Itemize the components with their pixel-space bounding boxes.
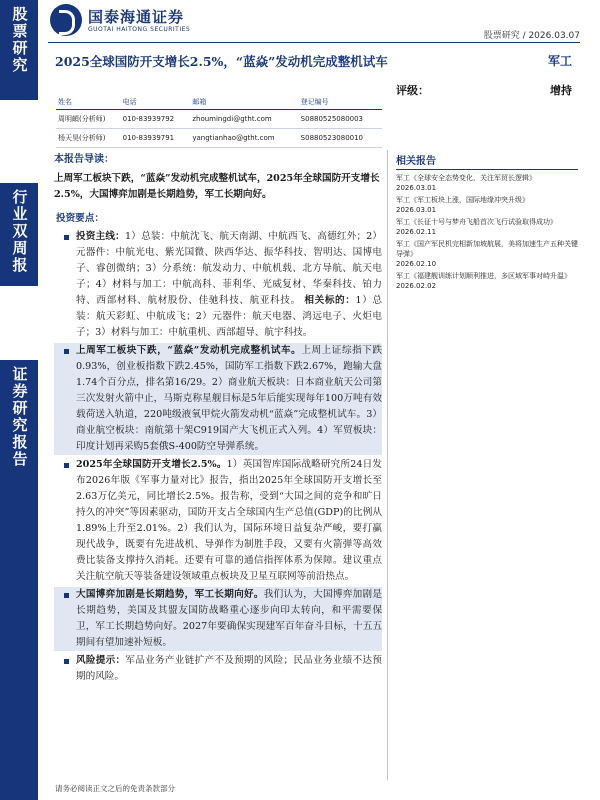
col-name: 姓名 (56, 95, 121, 110)
col-email: 邮箱 (190, 95, 298, 110)
related-report-title[interactable]: 军工《全球安全态势变化，关注军贸长逻辑》 (396, 174, 536, 182)
bullet-weekly-market (54, 343, 382, 455)
sidebar-label-stock-research (0, 0, 38, 100)
lead-label: 本报告导读： (54, 154, 114, 165)
bullet-global-defense (54, 457, 382, 585)
related-report-item[interactable] (396, 217, 578, 237)
bullet-bold: 上周军工板块下跌，“蓝焱”发动机完成整机试车。 (76, 345, 302, 356)
analyst-phone: 010-83939792 (121, 110, 191, 129)
table-row (56, 110, 382, 129)
bullet-bold-related: 相关标的： (304, 295, 356, 306)
related-report-title[interactable]: 军工《长征十号与梦舟飞船首次飞行试验取得成功》 (396, 218, 557, 226)
table-row (56, 129, 382, 148)
analyst-name: 周明頔(分析师) (56, 110, 121, 129)
related-reports-heading: 相关报告 (396, 152, 578, 170)
rating-label: 评级： (396, 84, 429, 97)
report-type-date: 股票研究 / 2026.03.07 (483, 31, 580, 41)
bullet-risk-warning (54, 653, 382, 685)
analyst-phone: 010-83939791 (121, 129, 191, 148)
main-content (54, 152, 382, 687)
sidebar-text-3: 证券研究报告 (10, 366, 29, 468)
column-divider (387, 150, 388, 780)
brand-logo (50, 4, 190, 36)
rating-value: 增持 (550, 84, 572, 97)
brand-name-en: GUOTAI HAITONG SECURITIES (88, 25, 191, 33)
analyst-table (56, 95, 382, 148)
report-title: 2025全球国防开支增长2.5%，“蓝焱”发动机完成整机试车 (55, 54, 388, 69)
bullet-long-term-trend (54, 587, 382, 651)
bullet-bold: 投资主线： (76, 231, 125, 242)
related-report-date: 2026.03.01 (396, 206, 437, 214)
related-report-item[interactable] (396, 195, 578, 215)
bullet-text: 我们认为，大国博弈加剧是长期趋势，美国及其盟友国防战略重心逐步向印太转向，和平需要保卫，军工长期趋势向好。2027年要确保实现建军百年奋斗目标，十五五期间有望加速补短板。 (76, 589, 383, 648)
header-divider (48, 42, 580, 43)
sidebar-label-securities-report (0, 360, 38, 800)
bullet-text: 上周上证综指下跌0.93%，创业板指数下跌2.45%，国防军工指数下跌2.67%，跑输大盘1.74个百分点，排名第16/29。2）商业航天板块：日本商业航天公司第三次发射火箭中止，马斯克称星舰目标是5年后能实现每年100万吨有效载荷送入轨道，220吨级液氧甲烷火箭发动机“蓝焱”完成整机试车。3）商业航空板块：南航第十架C919国产大飞机正式入列。4）军贸板块：印度计划再采购5套俄S-400防空导弹系统。 (76, 345, 382, 452)
bullet-bold: 大国博弈加剧是长期趋势，军工长期向好。 (76, 589, 264, 600)
analyst-email[interactable]: zhoumingdi@gtht.com (190, 110, 298, 129)
analyst-email[interactable]: yangtianhao@gtht.com (190, 129, 298, 148)
col-registration: 登记编号 (299, 95, 382, 110)
sidebar-text-2: 行业双周报 (10, 189, 29, 274)
disclaimer-footer: 请务必阅读正文之后的免责条款部分 (55, 784, 175, 793)
bullet-text: 1）英国智库国际战略研究所24日发布2026年版《军事力量对比》报告，指出2025年全球国防开支增长至2.63万亿美元，同比增长2.5%。报告称，受到“大国之间的竞争和旷日持久的冲突”等因素驱动，国防开支占全球国内生产总值(GDP)的比例从1.89%上升至2.01%。2）我们认为，国际环境日益复杂严峻，要打赢现代战争，既要有先进战机、导弹作为制胜手段，又要有火箭弹等高效费比装备支撑持久消耗。还要有可靠的通信指挥体系为保障。建议重点关注航空航天等装备建设领域重点板块及卫星互联网等前沿热点。 (76, 459, 382, 582)
sidebar-text-1: 股票研究 (10, 6, 29, 74)
bullet-bold: 2025年全球国防开支增长2.5%。 (76, 459, 227, 470)
related-report-title[interactable]: 军工《国产军民机完相新加坡航展，美将加速生产五种关键导弹》 (396, 240, 578, 258)
bullet-text-related: 1）总装：航天彩虹、中航成飞；2）元器件：航天电器、鸿远电子、火炬电子；3）材料与加工：中航重机、西部超导、航宇科技。 (76, 295, 383, 338)
bullet-investment-theme (54, 229, 382, 341)
related-report-item[interactable] (396, 173, 578, 193)
brand-name-cn: 国泰海通证券 (88, 7, 185, 26)
related-report-item[interactable] (396, 271, 578, 291)
logo-icon (50, 4, 82, 36)
industry-label: 军工 (547, 54, 572, 68)
related-report-date: 2026.02.10 (396, 260, 437, 268)
related-report-title[interactable]: 军工《军工板块上涨，国际地缘冲突升级》 (396, 196, 529, 204)
left-sidebar (0, 0, 38, 800)
related-report-date: 2026.02.02 (396, 282, 437, 290)
related-report-date: 2026.03.01 (396, 184, 437, 192)
col-phone: 电话 (121, 95, 191, 110)
bullet-text: 军品业务产业链扩产不及预期的风险；民品业务业绩不达预期的风险。 (76, 655, 383, 682)
analyst-name: 杨天昊(分析师) (56, 129, 121, 148)
analyst-registration: S0880525080003 (299, 110, 382, 129)
bullet-text: 1）总装：中航沈飞、航天南湖、中航西飞、高德红外；2）元器件：中航光电、紫光国微、陕西华达、振华科技、智明达、国博电子、睿创微纳；3）分系统：航发动力、中航机载、北方导航、航天电子；4）材料与加工：中航高科、菲利华、光威复材、华秦科技、铂力特、西部材料、航材股份、佳驰科技、航亚科技。 (76, 231, 382, 306)
related-report-item[interactable] (396, 239, 578, 269)
related-report-title[interactable]: 军工《福建舰训练计划顺利推进，多区域军事对峙升温》 (396, 272, 571, 280)
related-reports (396, 152, 578, 293)
key-points-heading: 投资要点： (56, 213, 104, 224)
analyst-registration: S0880523080010 (299, 129, 382, 148)
sidebar-label-biweekly (0, 183, 38, 286)
bullet-bold: 风险提示： (76, 655, 126, 666)
related-report-date: 2026.02.11 (396, 228, 437, 236)
lead-summary: 上周军工板块下跌，“蓝焱”发动机完成整机试车，2025年全球国防开支增长2.5%，大国博弈加剧是长期趋势，军工长期向好。 (54, 173, 380, 200)
